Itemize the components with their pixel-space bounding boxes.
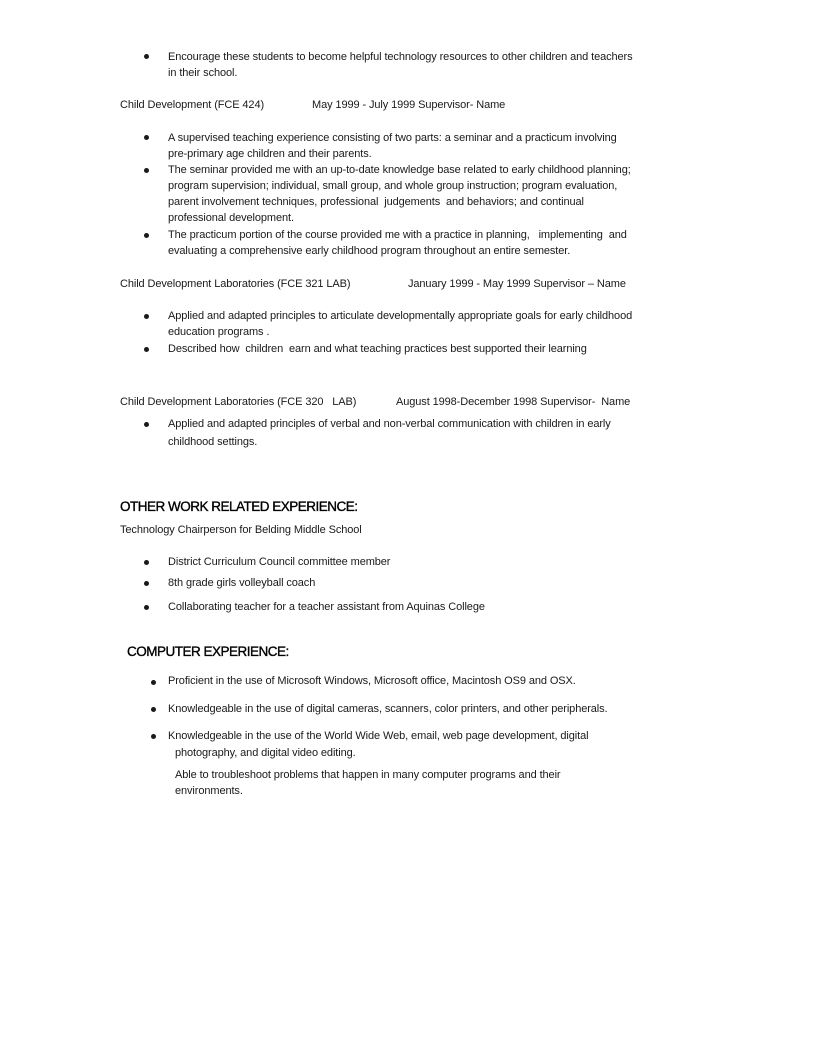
bullet-icon (144, 605, 149, 610)
job3-bullet1-line1: Applied and adapted principles of verbal and non-verbal communication with children in early (168, 418, 611, 430)
bullet-icon (144, 54, 149, 59)
bullet-icon (144, 347, 149, 352)
bullet-icon (144, 233, 149, 238)
job1-bullet2-line2: program supervision; individual, small group, and whole group instruction; program evaluation, (168, 180, 618, 192)
computer-experience-heading: COMPUTER EXPERIENCE: (127, 644, 289, 659)
job1-bullet3-line1: The practicum portion of the course provided me with a practice in planning, implementing and (168, 229, 627, 241)
top-bullet-line-2: in their school. (168, 67, 238, 79)
job1-bullet2-line3: parent involvement techniques, professional judgements and behaviors; and continual (168, 196, 584, 208)
other-work-heading: OTHER WORK RELATED EXPERIENCE: (120, 499, 358, 514)
bullet-icon (144, 422, 149, 427)
computer-extra-line-1: Able to troubleshoot problems that happen in many computer programs and their (175, 769, 561, 781)
job2-bullet2-line1: Described how children earn and what teaching practices best supported their learning (168, 343, 587, 355)
computer-bullet-1: Proficient in the use of Microsoft Windows, Microsoft office, Macintosh OS9 and OSX. (168, 675, 576, 687)
bullet-icon (144, 314, 149, 319)
other-work-bullet-1: District Curriculum Council committee member (168, 556, 391, 568)
job-dates-fce424: May 1999 - July 1999 Supervisor- Name (312, 99, 506, 111)
computer-bullet-2: Knowledgeable in the use of digital cameras, scanners, color printers, and other peripherals. (168, 703, 608, 715)
other-work-bullet-3: Collaborating teacher for a teacher assistant from Aquinas College (168, 601, 485, 613)
job1-bullet1-line1: A supervised teaching experience consisting of two parts: a seminar and a practicum involving (168, 132, 617, 144)
other-work-bullet-2: 8th grade girls volleyball coach (168, 577, 316, 589)
bullet-icon (151, 707, 156, 712)
job-title-fce320: Child Development Laboratories (FCE 320 LAB) (120, 396, 357, 408)
job-dates-fce321: January 1999 - May 1999 Supervisor – Name (408, 278, 626, 290)
bullet-icon (144, 135, 149, 140)
bullet-icon (151, 680, 156, 685)
computer-bullet-3-line1: Knowledgeable in the use of the World Wide Web, email, web page development, digital (168, 730, 589, 742)
computer-extra-line-2: environments. (175, 785, 243, 797)
job1-bullet2-line4: professional development. (168, 212, 294, 224)
bullet-icon (144, 560, 149, 565)
other-work-subtitle: Technology Chairperson for Belding Middle School (120, 524, 362, 536)
job3-bullet1-line2: childhood settings. (168, 436, 258, 448)
job1-bullet2-line1: The seminar provided me with an up-to-date knowledge base related to early childhood planning; (168, 164, 631, 176)
computer-bullet-3-line2: photography, and digital video editing. (175, 747, 356, 759)
job1-bullet1-line2: pre-primary age children and their parents. (168, 148, 372, 160)
job1-bullet3-line2: evaluating a comprehensive early childhood program throughout an entire semester. (168, 245, 571, 257)
bullet-icon (151, 734, 156, 739)
job-title-fce424: Child Development (FCE 424) (120, 99, 265, 111)
job2-bullet1-line2: education programs . (168, 326, 270, 338)
top-bullet-line-1: Encourage these students to become helpful technology resources to other children and teachers (168, 51, 633, 63)
job-title-fce321: Child Development Laboratories (FCE 321 LAB) (120, 278, 351, 290)
bullet-icon (144, 581, 149, 586)
job2-bullet1-line1: Applied and adapted principles to articulate developmentally appropriate goals for early childhood (168, 310, 633, 322)
job-dates-fce320: August 1998-December 1998 Supervisor- Name (396, 396, 631, 408)
bullet-icon (144, 168, 149, 173)
